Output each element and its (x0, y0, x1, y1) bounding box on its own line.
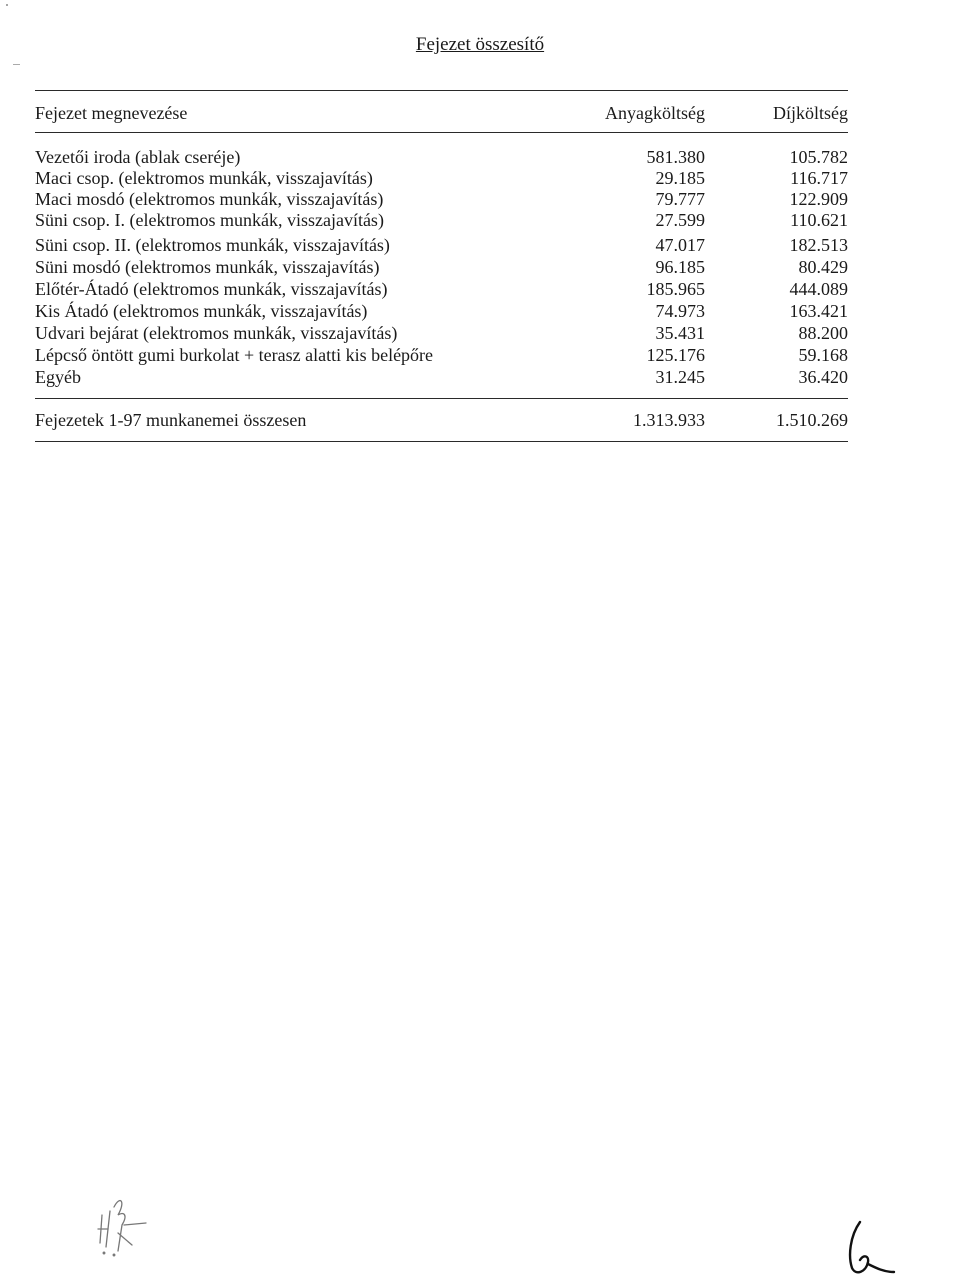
row-name: Maci csop. (elektromos munkák, visszajavítás) (35, 168, 373, 188)
header-name: Fejezet megnevezése (35, 103, 188, 123)
row-name: Süni csop. I. (elektromos munkák, visszajavítás) (35, 210, 384, 230)
total-material: 1.313.933 (633, 410, 705, 430)
table-row (35, 146, 848, 168)
row-name: Előtér-Átadó (elektromos munkák, visszajavítás) (35, 279, 388, 299)
header-bottom-rule (35, 132, 848, 133)
row-material: 31.245 (655, 367, 705, 387)
table-row (35, 344, 848, 366)
row-fee: 80.429 (798, 257, 848, 277)
row-material: 29.185 (655, 168, 705, 188)
row-name: Süni mosdó (elektromos munkák, visszajavítás) (35, 257, 380, 277)
header-top-rule (35, 90, 848, 91)
row-name: Udvari bejárat (elektromos munkák, visszajavítás) (35, 323, 398, 343)
row-name: Süni csop. II. (elektromos munkák, visszajavítás) (35, 235, 390, 255)
table-row (35, 167, 848, 189)
row-fee: 36.420 (798, 367, 848, 387)
total-row (35, 409, 848, 431)
header-fee: Díjköltség (773, 103, 848, 123)
row-material: 96.185 (655, 257, 705, 277)
row-material: 185.965 (646, 279, 705, 299)
row-fee: 59.168 (798, 345, 848, 365)
row-material: 47.017 (655, 235, 705, 255)
total-name: Fejezetek 1-97 munkanemei összesen (35, 410, 307, 430)
row-material: 79.777 (655, 189, 705, 209)
table-row (35, 256, 848, 278)
stray-dot (6, 4, 8, 6)
table-row (35, 234, 848, 256)
row-fee: 116.717 (790, 168, 848, 188)
table-row (35, 278, 848, 300)
stray-dash (13, 64, 20, 65)
row-material: 74.973 (655, 301, 705, 321)
row-fee: 444.089 (789, 279, 848, 299)
table-row (35, 366, 848, 388)
total-top-rule (35, 398, 848, 399)
row-fee: 105.782 (789, 147, 848, 167)
row-name: Maci mosdó (elektromos munkák, visszajavítás) (35, 189, 384, 209)
header-material: Anyagköltség (605, 103, 705, 123)
row-fee: 110.621 (790, 210, 848, 230)
row-material: 125.176 (646, 345, 705, 365)
page-title: Fejezet összesítő (415, 34, 545, 55)
row-fee: 182.513 (789, 235, 848, 255)
row-fee: 122.909 (789, 189, 848, 209)
table-row (35, 188, 848, 210)
row-name: Kis Átadó (elektromos munkák, visszajavítás) (35, 301, 368, 321)
total-fee: 1.510.269 (776, 410, 848, 430)
row-material: 581.380 (646, 147, 705, 167)
table-row (35, 209, 848, 231)
table-header (35, 102, 848, 124)
total-bottom-rule (35, 441, 848, 442)
row-material: 27.599 (655, 210, 705, 230)
row-name: Lépcső öntött gumi burkolat + terasz alatti kis belépőre (35, 345, 434, 365)
row-fee: 163.421 (789, 301, 848, 321)
row-name: Egyéb (35, 367, 81, 387)
left-signature (88, 1185, 168, 1265)
row-material: 35.431 (655, 323, 705, 343)
table-row (35, 300, 848, 322)
row-fee: 88.200 (798, 323, 848, 343)
row-name: Vezetői iroda (ablak cseréje) (35, 147, 241, 167)
right-signature (840, 1218, 900, 1278)
table-row (35, 322, 848, 344)
